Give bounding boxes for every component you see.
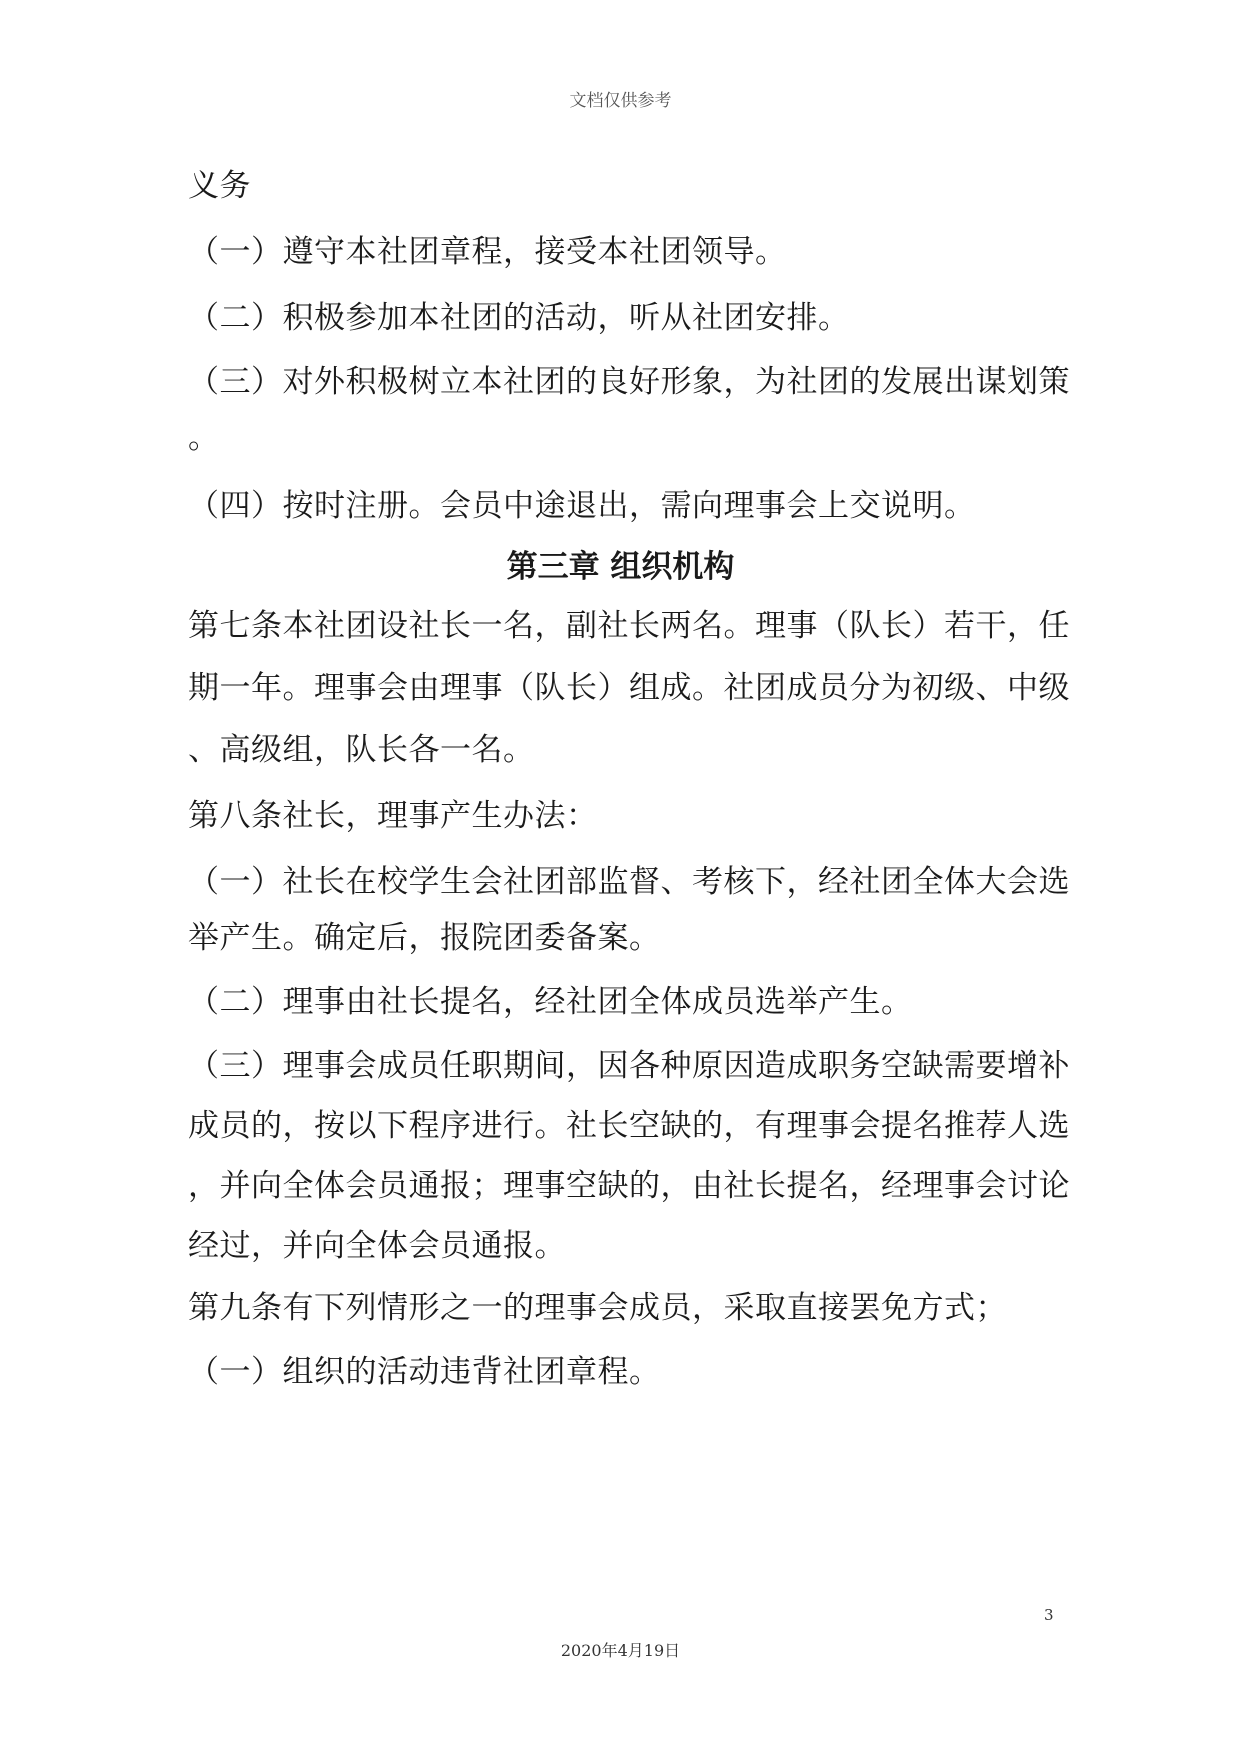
paragraph-line: 。 bbox=[188, 420, 220, 456]
paragraph-line: 经过，并向全体会员通报。 bbox=[188, 1228, 566, 1264]
paragraph-line: 举产生。确定后，报院团委备案。 bbox=[188, 920, 661, 956]
paragraph-line: ，并向全体会员通报；理事空缺的，由社长提名，经理事会讨论 bbox=[188, 1168, 1070, 1204]
paragraph-line: （四）按时注册。会员中途退出，需向理事会上交说明。 bbox=[188, 488, 976, 524]
paragraph-line: （三）对外积极树立本社团的良好形象，为社团的发展出谋划策 bbox=[188, 364, 1070, 400]
paragraph-line: 第九条有下列情形之一的理事会成员，采取直接罢免方式； bbox=[188, 1290, 1007, 1326]
paragraph-line: 义务 bbox=[188, 168, 251, 204]
page-footer-date: 2020年4月19日 bbox=[560, 1641, 681, 1660]
paragraph-line: 、高级组，队长各一名。 bbox=[188, 732, 535, 768]
paragraph-line: （一）组织的活动违背社团章程。 bbox=[188, 1354, 661, 1390]
page-header: 文档仅供参考 bbox=[569, 91, 672, 111]
paragraph-line: （二）理事由社长提名，经社团全体成员选举产生。 bbox=[188, 984, 913, 1020]
paragraph-line: 第七条本社团设社长一名，副社长两名。理事（队长）若干，任 bbox=[188, 608, 1070, 644]
paragraph-line: （二）积极参加本社团的活动，听从社团安排。 bbox=[188, 300, 850, 336]
paragraph-line: （一）遵守本社团章程，接受本社团领导。 bbox=[188, 234, 787, 270]
paragraph-line: （三）理事会成员任职期间，因各种原因造成职务空缺需要增补 bbox=[188, 1048, 1070, 1084]
paragraph-line: （一）社长在校学生会社团部监督、考核下，经社团全体大会选 bbox=[188, 864, 1070, 900]
paragraph-line: 期一年。理事会由理事（队长）组成。社团成员分为初级、中级 bbox=[188, 670, 1070, 706]
paragraph-line: 成员的，按以下程序进行。社长空缺的，有理事会提名推荐人选 bbox=[188, 1108, 1070, 1144]
page-number: 3 bbox=[1044, 1606, 1054, 1624]
paragraph-line: 第八条社长，理事产生办法： bbox=[188, 798, 598, 834]
chapter-heading: 第三章 组织机构 bbox=[506, 549, 735, 585]
